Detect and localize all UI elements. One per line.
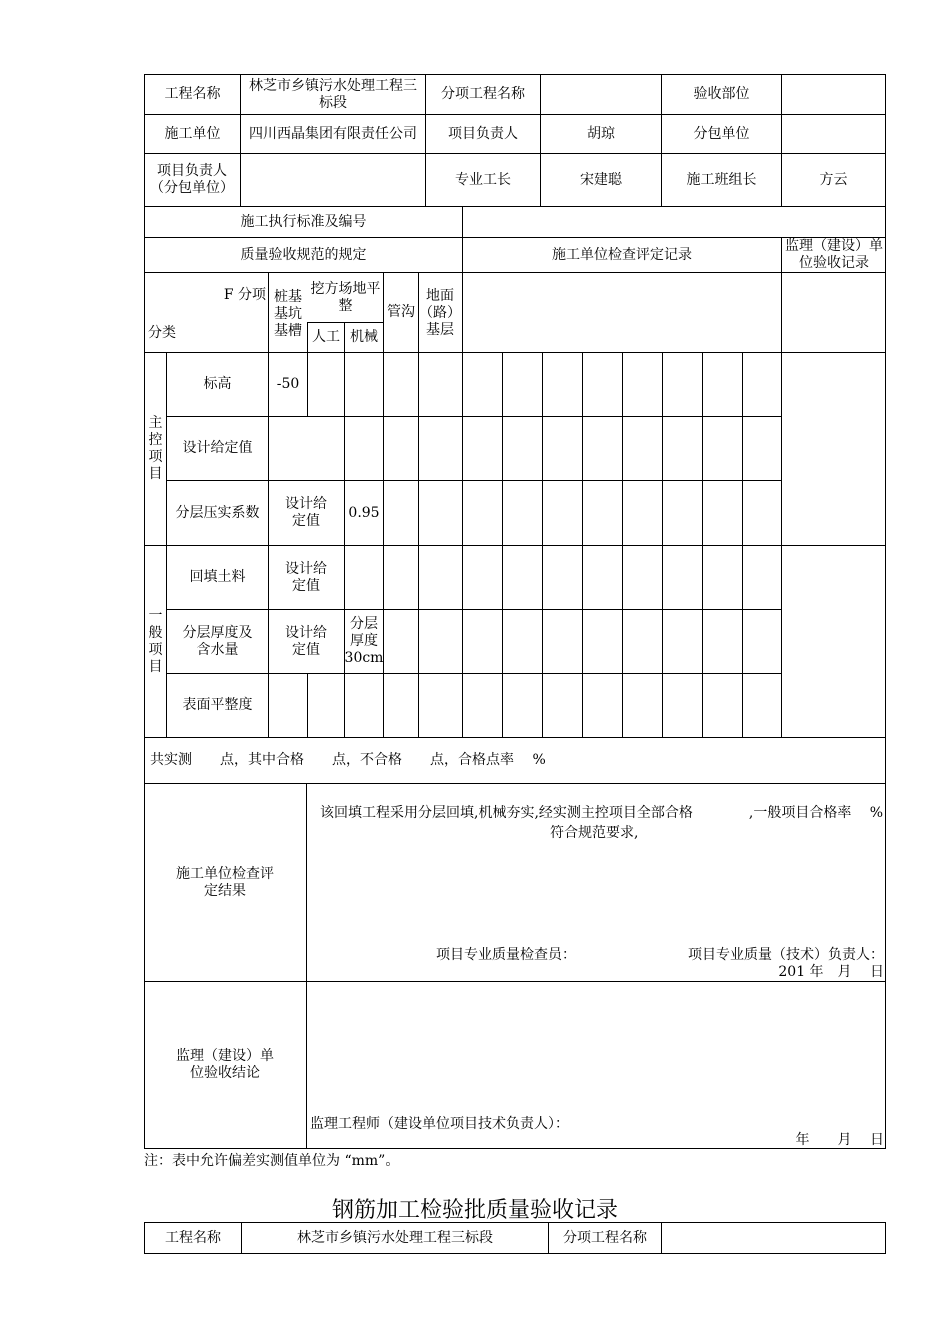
supervision-record-label: 监理（建设）单位验收记录	[785, 238, 883, 271]
main-item-machine-value	[345, 417, 383, 480]
exec-standard-label: 施工执行标准及编号	[240, 213, 367, 230]
col-manual: 人工	[312, 329, 340, 345]
contractor-result-date: 201 年 月 日	[778, 963, 884, 980]
general-item-machine-value	[345, 546, 383, 609]
inspection-part-value	[782, 75, 885, 114]
main-item-name: 设计给定值	[182, 440, 253, 456]
quality-inspector-label: 项目专业质量检查员：	[436, 946, 576, 963]
next-form-subproject-value	[662, 1223, 885, 1253]
main-items-group-label: 主控项目	[148, 415, 163, 482]
subcontractor-label: 分包单位	[693, 125, 750, 142]
col-excavation: 挖方场地平整	[310, 280, 381, 314]
general-item-machine-value	[345, 674, 383, 737]
next-form-project-name-label: 工程名称	[165, 1229, 221, 1246]
sub-manager-label: 项目负责人（分包单位）	[150, 163, 234, 196]
main-item-machine-value	[345, 353, 383, 416]
general-item-design-value: 设计给定值	[285, 560, 327, 594]
spec-label: 质量验收规范的规定	[240, 246, 367, 263]
project-manager: 胡琼	[587, 125, 615, 142]
main-item-pile-value: -50	[276, 376, 300, 392]
rule	[383, 352, 384, 738]
general-item-name: 回填土料	[189, 569, 246, 585]
col-pile: 桩基基坑基槽	[274, 288, 302, 339]
supervising-engineer-label: 监理工程师（建设单位项目技术负责人）：	[310, 1115, 569, 1132]
general-item-name: 分层厚度及含水量	[182, 624, 253, 658]
main-item-design-value	[269, 417, 344, 480]
supervision-date: 年 月 日	[795, 1131, 884, 1148]
col-trench: 管沟	[387, 304, 415, 320]
rule	[268, 272, 269, 353]
main-item-name: 分层压实系数	[175, 504, 260, 521]
main-item-machine-value: 0.95	[348, 504, 380, 521]
general-item-design-value: 设计给定值	[285, 624, 327, 658]
project-name: 林芝市乡镇污水处理工程三标段	[249, 77, 417, 111]
contractor-label: 施工单位	[164, 125, 221, 142]
contractor: 四川西晶集团有限责任公司	[249, 125, 417, 142]
rule	[885, 74, 886, 1149]
contractor-result-label: 施工单位检查评定结果	[176, 865, 274, 899]
rule	[166, 609, 782, 610]
subproject-value	[541, 75, 661, 114]
general-item-name: 表面平整度	[182, 697, 253, 713]
rule	[144, 1253, 886, 1254]
general-item-machine-value: 分层厚度30cm	[344, 616, 384, 666]
rule	[742, 352, 743, 738]
foreman-label: 专业工长	[455, 171, 511, 188]
team-leader-label: 施工班组长	[686, 171, 757, 188]
rule	[502, 352, 503, 738]
check-record-label: 施工单位检查评定记录	[552, 246, 692, 263]
rule	[307, 352, 308, 417]
unit-note: 注：表中允许偏差实测值单位为 “mm”。	[144, 1152, 400, 1169]
corner-top-label: F 分项	[223, 286, 266, 303]
rule	[622, 352, 623, 738]
rule	[306, 783, 307, 1149]
general-item-design-value	[269, 674, 344, 737]
project-name-label: 工程名称	[164, 86, 221, 102]
sub-manager-value	[241, 154, 425, 206]
col-machine: 机械	[350, 329, 378, 345]
project-manager-label: 项目负责人	[448, 125, 518, 142]
rule	[462, 352, 463, 738]
rule	[781, 237, 782, 353]
rule	[885, 1222, 886, 1254]
contractor-result-text: 该回填工程采用分层回填,机械夯实,经实测主控项目全部合格 ,一般项目合格率 %	[320, 804, 884, 821]
quality-tech-lead-label: 项目专业质量（技术）负责人：	[688, 946, 884, 963]
subcontractor-value	[782, 115, 885, 153]
rule	[781, 352, 782, 738]
next-form-title: 钢筋加工检验批质量验收记录	[331, 1197, 618, 1223]
foreman: 宋建聪	[580, 171, 622, 188]
subproject-label: 分项工程名称	[441, 86, 525, 102]
rule	[662, 352, 663, 738]
exec-standard-value	[463, 207, 885, 237]
next-form-subproject-label: 分项工程名称	[563, 1229, 647, 1246]
contractor-result-text-2: 符合规范要求,	[550, 824, 639, 841]
rule	[542, 352, 543, 738]
main-item-name: 标高	[203, 376, 232, 392]
general-items-group-label: 一般项目	[148, 607, 163, 675]
rule	[418, 352, 419, 738]
team-leader: 方云	[819, 171, 848, 188]
rule	[582, 352, 583, 738]
rule	[702, 352, 703, 738]
supervision-conclusion-label: 监理（建设）单位验收结论	[176, 1048, 274, 1081]
corner-bottom-label: 分类	[148, 324, 176, 341]
measurement-summary: 共实测 点，其中合格 点，不合格 点，合格点率 %	[150, 752, 546, 768]
main-item-design-value: 设计给定值	[285, 496, 327, 529]
col-ground: 地面（路）基层	[419, 287, 461, 338]
next-form-project-name: 林芝市乡镇污水处理工程三标段	[297, 1229, 493, 1246]
inspection-part-label: 验收部位	[693, 86, 750, 102]
rule	[144, 272, 886, 273]
